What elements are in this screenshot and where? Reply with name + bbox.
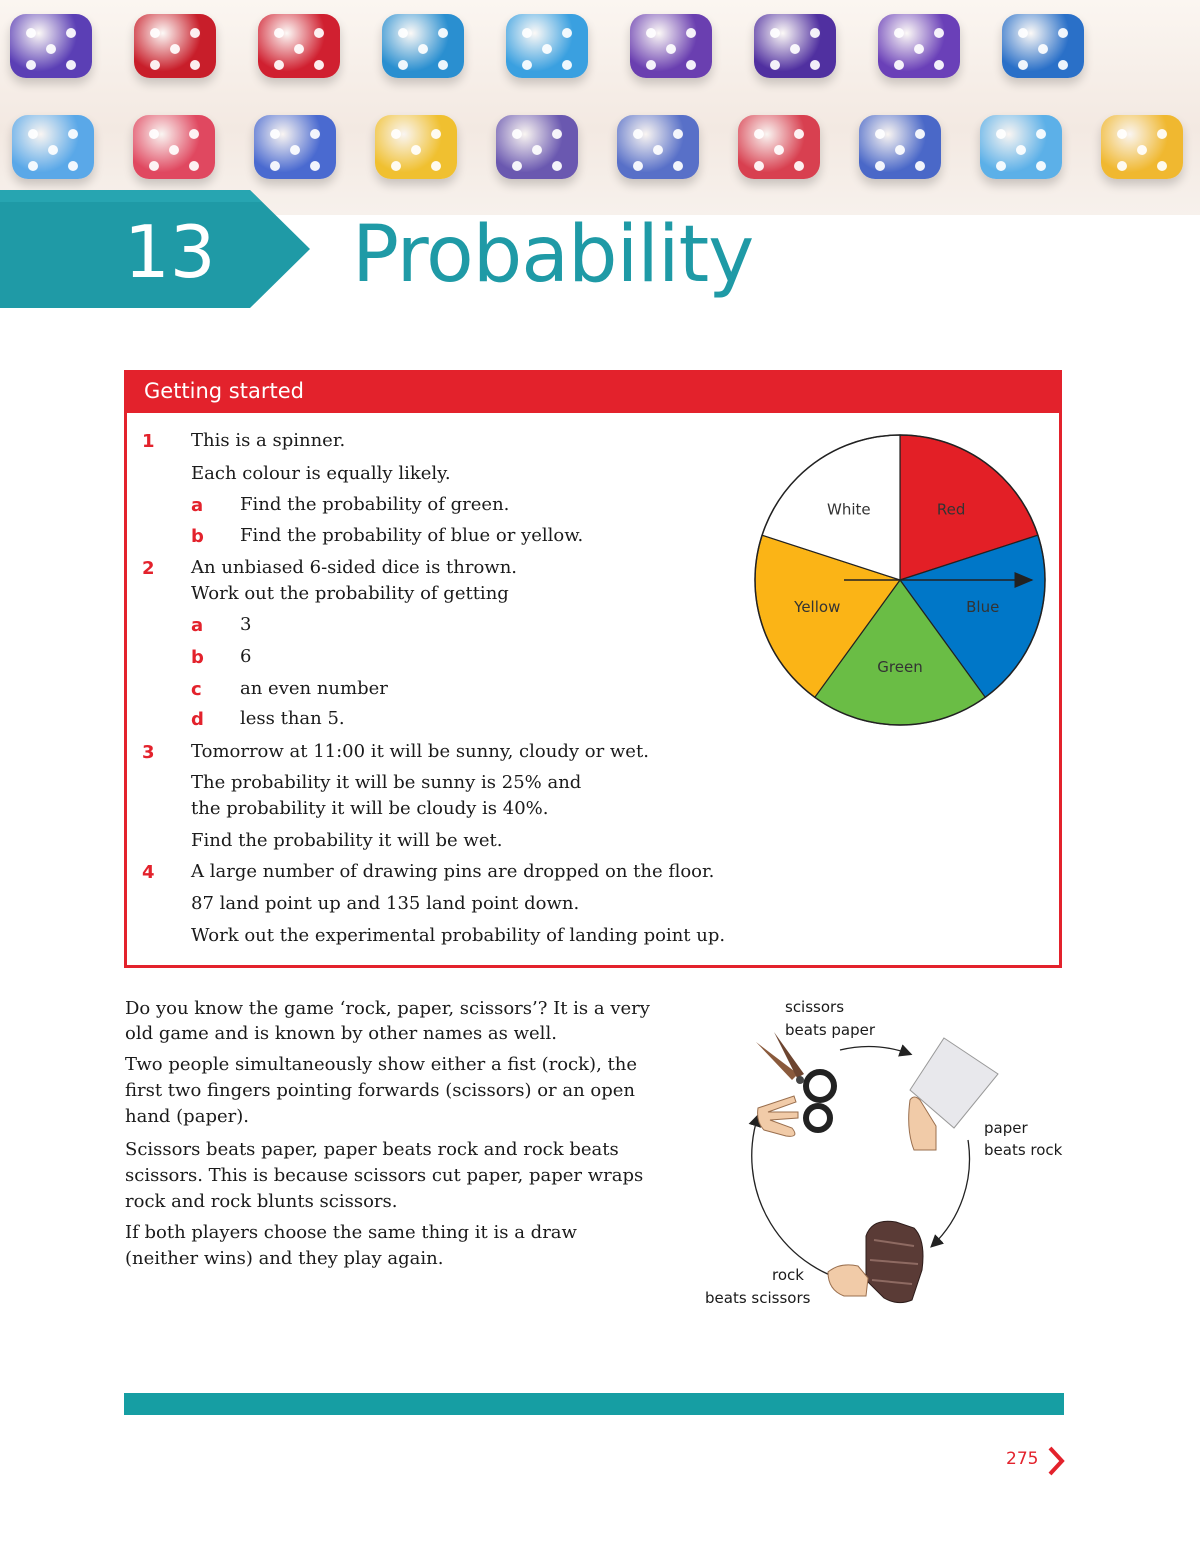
question-text: Work out the probability of getting xyxy=(191,583,509,604)
question-number: 4 xyxy=(142,862,155,883)
part-label: a xyxy=(191,615,204,636)
rock-paper-scissors-diagram xyxy=(700,990,1080,1320)
intro-line: old game and is known by other names as well. xyxy=(125,1023,557,1044)
part-label: a xyxy=(191,495,204,516)
dice-icon xyxy=(375,115,457,179)
chapter-number: 13 xyxy=(124,210,216,294)
dice-icon xyxy=(12,115,94,179)
dice-icon xyxy=(133,115,215,179)
next-page-chevron-icon xyxy=(1044,1444,1068,1478)
getting-started-header xyxy=(127,373,1059,413)
spinner-label-red: Red xyxy=(936,500,966,519)
dice-icon xyxy=(134,14,216,78)
part-text: less than 5. xyxy=(240,708,345,729)
rock-label: rock xyxy=(772,1266,804,1284)
spinner-label-white: White xyxy=(827,500,871,519)
question-text: Tomorrow at 11:00 it will be sunny, cloudy or wet. xyxy=(191,741,649,762)
part-label: b xyxy=(191,647,204,668)
part-label: c xyxy=(191,679,202,700)
question-text: Work out the experimental probability of landing point up. xyxy=(191,925,726,946)
spinner-label-yellow: Yellow xyxy=(794,597,841,616)
part-text: Find the probability of green. xyxy=(240,494,510,515)
intro-line: (neither wins) and they play again. xyxy=(125,1248,444,1269)
intro-line: first two fingers pointing forwards (scissors) or an open xyxy=(125,1080,636,1101)
page-number: 275 xyxy=(1006,1449,1039,1469)
dice-icon xyxy=(859,115,941,179)
dice-icon xyxy=(1101,115,1183,179)
spinner-label-blue: Blue xyxy=(966,597,1000,616)
part-text: Find the probability of blue or yellow. xyxy=(240,525,584,546)
intro-line: Two people simultaneously show either a fist (rock), the xyxy=(125,1054,637,1075)
dice-icon xyxy=(1002,14,1084,78)
dice-banner xyxy=(0,0,1200,215)
question-text: The probability it will be sunny is 25% and xyxy=(191,772,582,793)
dice-icon xyxy=(754,14,836,78)
dice-icon xyxy=(258,14,340,78)
dice-icon xyxy=(617,115,699,179)
intro-line: Scissors beats paper, paper beats rock and rock beats xyxy=(125,1139,619,1160)
cycle-arrow xyxy=(752,1116,860,1284)
dice-icon xyxy=(506,14,588,78)
question-number: 3 xyxy=(142,742,155,763)
cycle-arrow xyxy=(840,1047,910,1054)
scissors-label: scissors xyxy=(785,998,845,1016)
paper-label: beats rock xyxy=(984,1141,1063,1159)
part-text: 6 xyxy=(240,646,252,667)
paper-label: paper xyxy=(984,1119,1028,1137)
rock-hand-icon xyxy=(828,1265,868,1296)
dice-icon xyxy=(980,115,1062,179)
spinner-label-green: Green xyxy=(877,658,923,676)
part-label: b xyxy=(191,526,204,547)
part-text: an even number xyxy=(240,678,388,699)
rock-label: beats scissors xyxy=(705,1289,811,1307)
part-label: d xyxy=(191,709,204,730)
question-text: An unbiased 6-sided dice is thrown. xyxy=(191,557,518,578)
dice-icon xyxy=(738,115,820,179)
question-text: Find the probability it will be wet. xyxy=(191,830,503,851)
question-number: 2 xyxy=(142,558,155,579)
question-text: 87 land point up and 135 land point down. xyxy=(191,893,580,914)
intro-line: hand (paper). xyxy=(125,1106,249,1127)
question-text: A large number of drawing pins are dropped on the floor. xyxy=(191,861,715,882)
scissors-label: beats paper xyxy=(785,1021,876,1039)
dice-icon xyxy=(10,14,92,78)
dice-icon xyxy=(382,14,464,78)
dice-icon xyxy=(878,14,960,78)
cycle-arrow xyxy=(932,1140,969,1246)
intro-line: rock and rock blunts scissors. xyxy=(125,1191,398,1212)
dice-icon xyxy=(254,115,336,179)
footer-bar xyxy=(124,1393,1064,1415)
part-text: 3 xyxy=(240,614,252,635)
chapter-title: Probability xyxy=(352,210,754,300)
intro-line: Do you know the game ‘rock, paper, scissors’? It is a very xyxy=(125,998,650,1019)
dice-icon xyxy=(496,115,578,179)
intro-line: If both players choose the same thing it is a draw xyxy=(125,1222,577,1243)
intro-line: scissors. This is because scissors cut paper, paper wraps xyxy=(125,1165,644,1186)
question-text: Each colour is equally likely. xyxy=(191,463,451,484)
question-text: the probability it will be cloudy is 40%. xyxy=(191,798,549,819)
scissors-hand-icon xyxy=(758,1096,798,1136)
rock-icon xyxy=(866,1221,923,1302)
question-number: 1 xyxy=(142,431,155,452)
spinner-diagram xyxy=(752,432,1048,728)
dice-icon xyxy=(630,14,712,78)
question-text: This is a spinner. xyxy=(191,430,346,451)
getting-started-heading: Getting started xyxy=(144,379,304,403)
